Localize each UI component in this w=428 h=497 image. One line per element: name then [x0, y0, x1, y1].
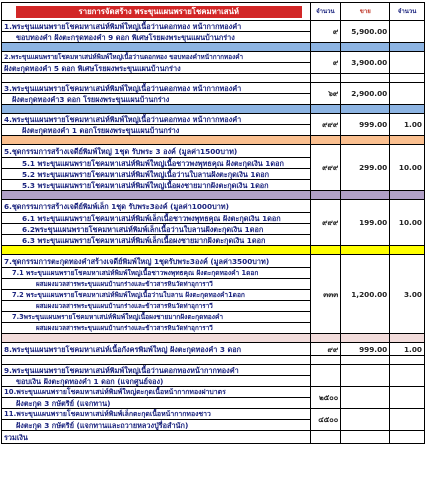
item-2-line2: ฝังตะกุดทองคำ 5 ดอก พิเศษโรยผงพระขุนแผนบ้านกร่าง	[2, 63, 311, 74]
separator-row	[2, 74, 425, 83]
item-2-qty: ๙	[310, 52, 341, 74]
table-row	[2, 387, 425, 398]
item-4-line1: 4.พระขุนแผนพรายโชคมหาเสน่ห์พิมพ์ใหญ่เนื้อว่านดอกทอง หน้ากากทองคำ	[2, 114, 311, 125]
total-row	[2, 431, 425, 444]
item-3-price: 2,900.00	[341, 83, 390, 105]
item-7-sub-3: 7.2 พระขุนแผนพรายโชคมหาเสน่ห์พิมพ์ใหญ่เนื้อว่านใบลาน ฝังตะกุดทองคำ1ดอก	[2, 290, 311, 301]
item-9-price	[341, 365, 390, 387]
item-3-line1: 3.พระขุนแผนพรายโชคมหาเสน่ห์พิมพ์ใหญ่เนื้อว่านดอกทอง หน้ากากทองคำ	[2, 83, 311, 94]
separator-row	[2, 191, 425, 200]
qty-header: จำนวน	[310, 3, 341, 21]
item-8-qty: ๙๙	[310, 343, 341, 356]
item-5-sub-2: 5.2 พระขุนแผนพรายโชคมหาเสน่ห์พิมพ์ใหญ่เนื้อว่านใบลานฝังตะกุดเงิน 1ดอก	[2, 169, 311, 180]
item-8-amount: 1.00	[390, 343, 425, 356]
item-1-qty: ๙	[310, 21, 341, 43]
item-11-qty: ๔๕๐๐	[310, 409, 341, 431]
separator-row	[2, 136, 425, 145]
item-1-amount	[390, 21, 425, 43]
item-9-line2: ขอบเงิน ฝังตะกุดทองคำ 1 ดอก (แจกศูนย์จอง)	[2, 376, 311, 387]
item-11-amount	[390, 409, 425, 431]
item-1-price: 5,900.00	[341, 21, 390, 43]
item-6-qty: ๙๙๙	[310, 200, 341, 246]
item-2-price: 3,900.00	[341, 52, 390, 74]
item-6-price: 199.00	[341, 200, 390, 246]
item-4-amount: 1.00	[390, 114, 425, 136]
item-9-amount	[390, 365, 425, 387]
table-row	[2, 365, 425, 376]
item-11-price	[341, 409, 390, 431]
item-10-amount	[390, 387, 425, 409]
item-3-amount	[390, 83, 425, 105]
item-6-line1: 6.ชุดกรรมการสร้างเจดีย์พิมพ์เล็ก 1ชุด รับพระ3องค์ (มูลค่า1000บาท)	[2, 200, 311, 213]
item-8-price: 999.00	[341, 343, 390, 356]
item-10-price	[341, 387, 390, 409]
item-1-line2: ขอบทองคำ ฝังตะกรุดทองคำ 9 ดอก พิเศษโรยผงพระขุนแผนบ้านกร่าง	[2, 32, 311, 43]
item-10-qty: ๒๕๐๐	[310, 387, 341, 409]
item-4-line2: ฝังตะกุดทองคำ 1 ดอกโรยผงพระขุนแผนบ้านกร่าง	[2, 125, 311, 136]
item-10-line2: ฝังตะกุด 3 กษัตริย์ (แจกทาน)	[2, 398, 311, 409]
item-4-qty: ๙๙๙	[310, 114, 341, 136]
table-row	[2, 255, 425, 268]
total-label: รวมเงิน	[2, 431, 311, 444]
item-6-sub-2: 6.2พระขุนแผนพรายโชคมหาเสน่ห์พิมพ์เล็กเนื้อว่านใบลานฝังตะกุดเงิน 1ดอก	[2, 224, 311, 235]
item-11-line2: ฝังตะกุด 3 กษัตริย์ (แจกทานและถวายหลวงปู่รื่อสำนัก)	[2, 420, 311, 431]
item-6-sub-1: 6.1 พระขุนแผนพรายโชคมหาเสน่ห์พิมพ์เล็กเนื้อชาวพงพุทธคุณ ฝังตะกุดเงิน 1ดอก	[2, 213, 311, 224]
table-row	[2, 21, 425, 32]
item-5-price: 299.00	[341, 145, 390, 191]
item-7-sub-2: ผสมผงมวลสารพระขุนแผนบ้านกร่างและข้าวสารหินวัดท่าอุการาวี	[2, 279, 311, 290]
item-11-line1: 11.พระขุนแผนพรายโชคมหาเสน่ห์พิมพ์เล็กตะกุดเนื้อหน้ากากทองชาว	[2, 409, 311, 420]
item-7-sub-5: 7.3พระขุนแผนพรายโชคมหาเสน่ห์พิมพ์ใหญ่เนื้อผงชายมากฝังตะกุดทองคำ	[2, 312, 311, 323]
table-row	[2, 343, 425, 356]
separator-row	[2, 105, 425, 114]
item-7-sub-1: 7.1 พระขุนแผนพรายโชคมหาเสน่ห์พิมพ์ใหญ่เนื้อชาวพงพุทธคุณ ฝังตะกุดทองคำ 1ดอก	[2, 268, 311, 279]
item-7-sub-4: ผสมผงมวลสารพระขุนแผนบ้านกร่างและข้าวสารหินวัดท่าอุการาวี	[2, 301, 311, 312]
separator-row	[2, 334, 425, 343]
item-6-sub-3: 6.3 พระขุนแผนพรายโชคมหาเสน่ห์พิมพ์เล็กเนื้อผงชายมากฝังตะกุดเงิน 1ดอก	[2, 235, 311, 246]
item-3-qty: ๖๙	[310, 83, 341, 105]
table-row	[2, 114, 425, 125]
table-row	[2, 83, 425, 94]
separator-row	[2, 356, 425, 365]
item-7-price: 1,200.00	[341, 255, 390, 334]
price-header: ขาย	[341, 3, 390, 21]
table-row	[2, 200, 425, 213]
item-4-price: 999.00	[341, 114, 390, 136]
table-row	[2, 409, 425, 420]
separator-row	[2, 43, 425, 52]
item-5-line1: 5.ชุดกรรมการสร้างเจดีย์พิมพ์ใหญ่ 1ชุด รับพระ 3 องค์ (มูลค่า1500บาท)	[2, 145, 311, 158]
separator-row	[2, 246, 425, 255]
items-table	[1, 2, 425, 444]
amount-header: จำนวน	[390, 3, 425, 21]
item-7-amount: 3.00	[390, 255, 425, 334]
header-row	[2, 3, 425, 21]
item-9-qty	[310, 365, 341, 387]
item-1-line1: 1.พระขุนแผนพรายโชคมหาเสน่ห์พิมพ์ใหญ่เนื้อว่านดอกทอง หน้ากากทองคำ	[2, 21, 311, 32]
item-9-line1: 9.พระขุนแผนพรายโชคมหาเสน่ห์พิมพ์ใหญ่เนื้อว่านดอกทองหน้ากากทองคำ	[2, 365, 311, 376]
item-7-qty: ๓๓๓	[310, 255, 341, 334]
item-2-line1: 2.พระขุนแผนพรายโชคมหาเสน่ห์พิมพ์ใหญ่เนื้อว่านดอกทอง ขอบทองคำหน้ากากทองคำ	[2, 52, 311, 63]
table-row	[2, 145, 425, 158]
table-title: รายการจัดสร้าง พระขุนแผนพรายโชคมหาเสน่ห์	[2, 3, 311, 21]
item-6-amount: 10.00	[390, 200, 425, 246]
item-7-line1: 7.ชุดกรรมการตะกุดทองคำสร้างเจดีย์พิมพ์ใหญ่ 1ชุดรับพระ3องค์ (มูลค่า3500บาท)	[2, 255, 311, 268]
item-5-sub-3: 5.3 พระขุนแผนพรายโชคมหาเสน่ห์พิมพ์ใหญ่เนื้อผงชายมากฝังตะกุดเงิน 1ดอก	[2, 180, 311, 191]
item-5-amount: 10.00	[390, 145, 425, 191]
item-7-sub-6: ผสมผงมวลสารพระขุนแผนบ้านกร่างและข้าวสารหินวัดท่าอุการาวี	[2, 323, 311, 334]
table-row	[2, 52, 425, 63]
item-3-line2: ฝังตะกุดทองคำ3 ดอก โรยผงพระขุนแผนบ้านกร่าง	[2, 94, 311, 105]
item-8-line1: 8.พระขุนแผนพรายโชคมหาเสน่ห์เนื้อกังครพิมพ์ใหญ่ ฝังตะกุดทองคำ 3 ดอก	[2, 343, 311, 356]
item-5-sub-1: 5.1 พระขุนแผนพรายโชคมหาเสน่ห์พิมพ์ใหญ่เนื้อชาวพงพุทธคุณ ฝังตะกุดเงิน 1ดอก	[2, 158, 311, 169]
item-2-amount	[390, 52, 425, 74]
item-5-qty: ๙๙๙	[310, 145, 341, 191]
item-10-line1: 10.พระขุนแผนพรายโชคมหาเสน่ห์พิมพ์ใหญ่ตะกุดเนื้อหน้ากากทองฝาบาตร	[2, 387, 311, 398]
